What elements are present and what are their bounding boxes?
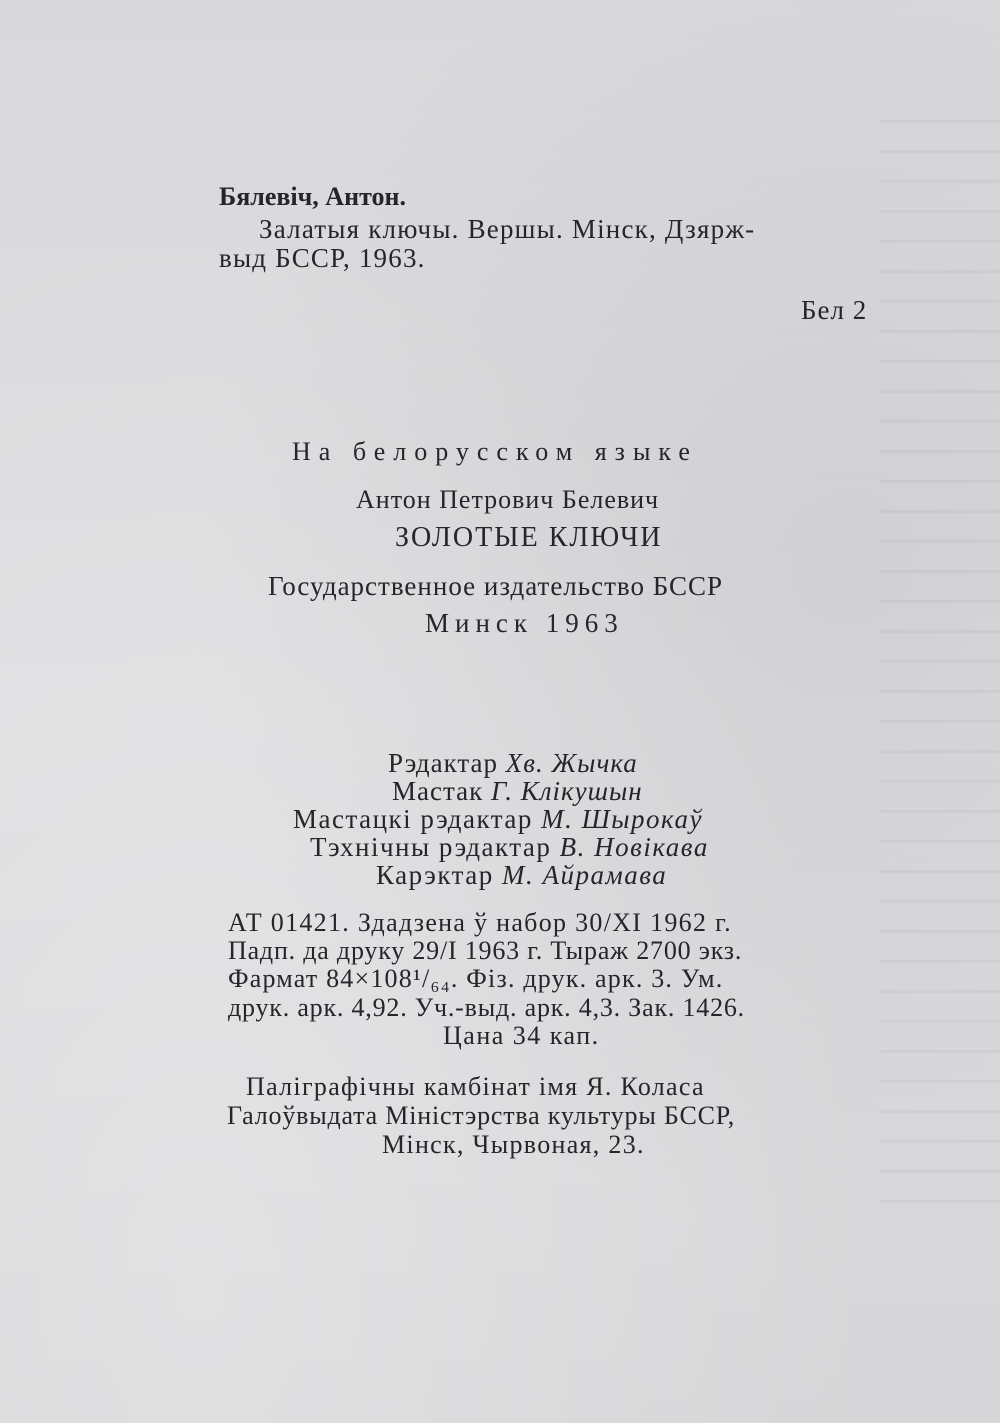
credit-role: Мастацкі рэдактар [293, 804, 533, 834]
credit-name: М. Айрамава [502, 860, 668, 890]
catalog-description-line1: Залатыя ключы. Вершы. Мінск, Дзярж- [259, 214, 756, 244]
credit-name: Г. Клікушын [490, 776, 643, 806]
credit-name: В. Новікава [559, 832, 709, 862]
author-full-name: Антон Петрович Белевич [356, 485, 660, 514]
book-title: ЗОЛОТЫЕ КЛЮЧИ [395, 522, 663, 553]
credit-name: Хв. Жычка [505, 748, 638, 778]
credit-role: Рэдактар [388, 748, 498, 778]
credit-tech-editor [310, 834, 709, 861]
imprint-line1: АТ 01421. Здадзена ў набор 30/XI 1962 г. [228, 908, 732, 937]
printer-line1: Паліграфічны камбінат імя Я. Коласа [246, 1072, 705, 1101]
place-year: Минск 1963 [425, 608, 624, 638]
credit-role: Мастак [392, 776, 484, 806]
printer-line3: Мінск, Чырвоная, 23. [382, 1130, 645, 1159]
catalog-author: Бялевіч, Антон. [219, 182, 406, 211]
imprint-line4: друк. арк. 4,92. Уч.-выд. арк. 4,3. Зак. 1426. [228, 993, 745, 1022]
credit-role: Карэктар [376, 860, 494, 890]
credit-art-editor [293, 806, 703, 833]
bleed-through-shadow [880, 120, 1000, 1220]
language-note: На белорусском языке [292, 437, 698, 466]
catalog-classification: Бел 2 [801, 295, 868, 325]
catalog-description-line2: выд БССР, 1963. [219, 243, 426, 273]
imprint-price: Цана 34 кап. [443, 1021, 600, 1050]
imprint-line3: Фармат 84×108¹/₆₄. Фіз. друк. арк. 3. Ум. [228, 964, 724, 993]
credit-name: М. Шырокаў [541, 804, 704, 834]
publisher: Государственное издательство БССР [268, 571, 724, 601]
credit-proofreader [376, 862, 667, 889]
imprint-line2: Падп. да друку 29/I 1963 г. Тыраж 2700 экз. [228, 936, 743, 965]
printer-line2: Галоўвыдата Міністэрства культуры БССР, [227, 1101, 736, 1130]
credit-role: Тэхнічны рэдактар [310, 832, 552, 862]
credit-editor [388, 750, 638, 777]
credit-artist [392, 778, 643, 805]
